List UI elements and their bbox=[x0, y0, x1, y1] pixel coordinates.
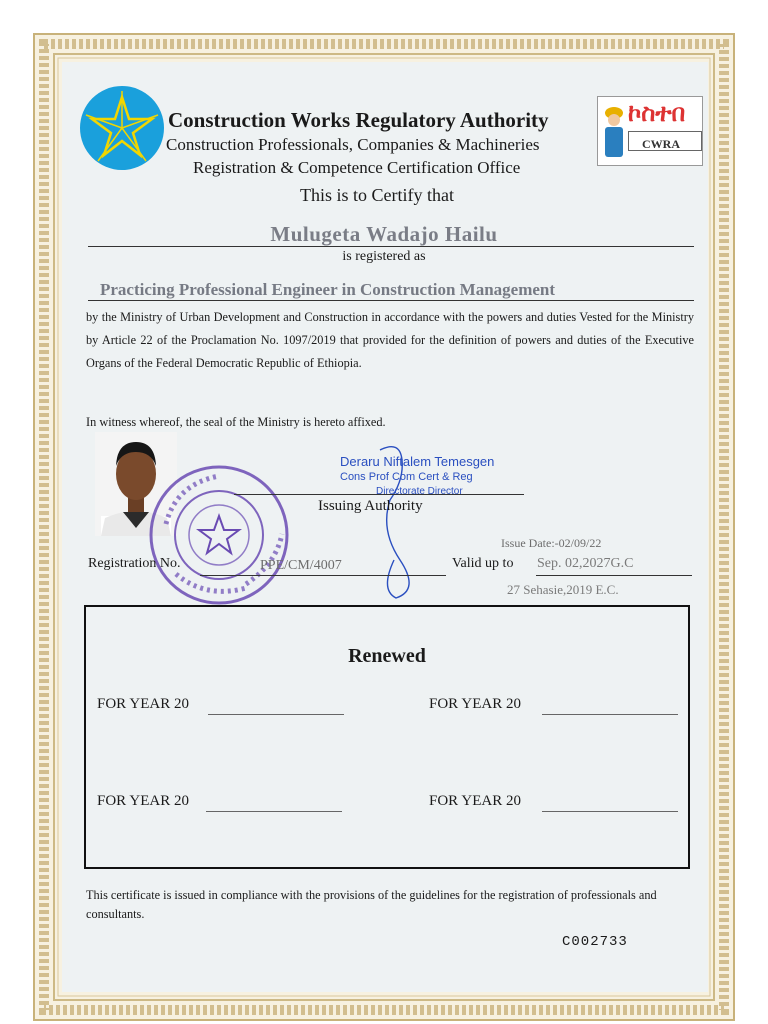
worker-icon bbox=[601, 103, 627, 159]
renewal-box bbox=[84, 605, 690, 869]
ethiopia-emblem-icon bbox=[78, 85, 166, 171]
cwra-abbr: CWRA bbox=[642, 137, 680, 151]
valid-up-to-label: Valid up to bbox=[452, 556, 514, 571]
signatory-directorate: Directorate Director bbox=[376, 486, 463, 497]
name-underline bbox=[88, 246, 694, 247]
registration-label: Registration No. bbox=[88, 556, 181, 571]
profession: Practicing Professional Engineer in Construction Management bbox=[100, 280, 556, 299]
authority-title: Construction Works Regulatory Authority bbox=[168, 108, 549, 132]
cwra-amharic: ኮስተበ bbox=[628, 99, 686, 127]
office-line-2: Registration & Competence Certification Office bbox=[193, 158, 521, 177]
signature-line bbox=[234, 494, 524, 495]
witness-text: In witness whereof, the seal of the Ministry is hereto affixed. bbox=[86, 415, 386, 429]
signatory-name: Deraru Niftalem Temesgen bbox=[340, 454, 495, 469]
issuing-authority-label: Issuing Authority bbox=[318, 498, 423, 514]
compliance-note: This certificate is issued in compliance with the provisions of the guidelines for the registration of professionals and consultants. bbox=[86, 888, 657, 921]
renew-year-1-line bbox=[208, 714, 344, 715]
ministry-seal-icon bbox=[146, 464, 292, 606]
renew-year-2-line bbox=[542, 714, 678, 715]
profession-underline bbox=[88, 300, 694, 301]
certificate-body: by the Ministry of Urban Development and Construction in accordance with the powers and duties Vested for the Ministry by Article 22 of the Proclamation No. 1097/2019 that provided for the definition of powers and duties of the Executive Organs of the Federal Democratic Republic of Ethiopia. bbox=[86, 310, 694, 370]
registered-as: is registered as bbox=[342, 249, 426, 264]
serial-number: C002733 bbox=[562, 934, 628, 950]
signature-icon bbox=[360, 440, 440, 600]
renewed-title: Renewed bbox=[348, 645, 426, 667]
office-line-1: Construction Professionals, Companies & Machineries bbox=[166, 135, 540, 154]
signatory-title: Cons Prof Com Cert & Reg bbox=[340, 471, 473, 483]
cwra-logo bbox=[597, 96, 703, 166]
renew-year-3-line bbox=[206, 811, 342, 812]
renew-year-4-line bbox=[542, 811, 678, 812]
renew-year-3: FOR YEAR 20 bbox=[97, 793, 189, 809]
registration-number: PPE/CM/4007 bbox=[260, 558, 342, 573]
ethiopian-calendar-date: 27 Sehasie,2019 E.C. bbox=[507, 582, 619, 597]
certify-line: This is to Certify that bbox=[300, 185, 454, 205]
holder-name: Mulugeta Wadajo Hailu bbox=[270, 222, 498, 246]
registration-underline bbox=[200, 575, 446, 576]
issue-date: Issue Date:-02/09/22 bbox=[501, 536, 602, 550]
renew-year-4: FOR YEAR 20 bbox=[429, 793, 521, 809]
valid-underline bbox=[536, 575, 692, 576]
renew-year-1: FOR YEAR 20 bbox=[97, 696, 189, 712]
renew-year-2: FOR YEAR 20 bbox=[429, 696, 521, 712]
valid-up-to-date: Sep. 02,2027G.C bbox=[537, 556, 634, 571]
